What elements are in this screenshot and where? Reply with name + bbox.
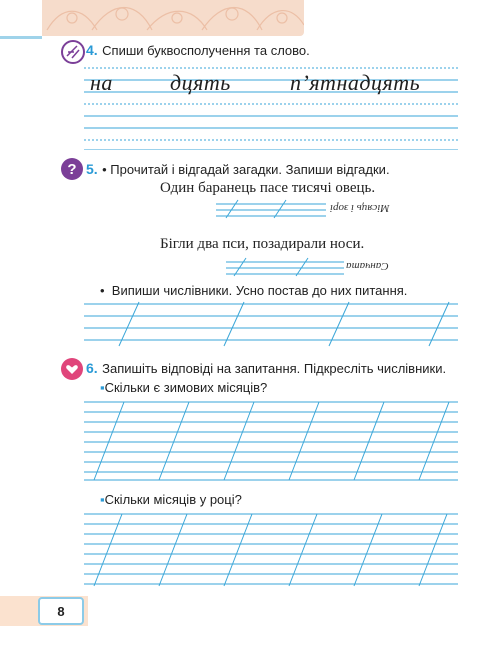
subtask-text: Випиши числівники. Усно постав до них питання. [111,283,408,298]
cursive-word-1: на [90,70,113,95]
task-5-subtask [100,283,407,298]
question-1 [100,380,267,395]
task-number: 5. [86,161,98,177]
task-5-heading [86,161,390,179]
task-instruction: • Прочитай і відгадай загадки. Запиши відгадки. [102,162,390,177]
riddle-2: Бігли два пси, позадирали носи. [160,236,365,252]
riddle-1-answer-line [216,198,326,220]
bullet: ▪ [100,492,105,507]
task-number: 6. [86,360,98,376]
bullet: • [100,283,112,298]
riddle-2-answer-line [226,256,344,278]
question-1-writing-lines [84,398,458,482]
task-number: 4. [86,42,98,58]
task-4-heading [86,42,310,60]
header-underline [0,36,42,39]
question-2-text: Скільки місяців у році? [104,492,242,507]
hands-heart-icon [61,358,83,380]
riddle-2-answer: Санчата [346,260,389,272]
riddle-1: Один баранець пасе тисячі овець. [160,180,376,196]
page-number: 8 [38,597,84,625]
header-ornament [42,0,304,36]
task-6-heading [86,360,446,378]
question-icon: ? [61,158,83,180]
task-instruction: Спиши буквосполучення та слово. [102,43,310,58]
question-1-text: Скільки є зимових місяців? [104,380,268,395]
bullet: ▪ [100,380,105,395]
task-instruction: Запишіть відповіді на запитання. Підкресліть числівники. [102,361,447,376]
task-5-writing-lines [84,300,458,350]
riddle-1-answer: Місяць і зорі [330,202,390,214]
pen-writing-icon [61,40,85,64]
question-2 [100,492,242,507]
question-2-writing-lines [84,510,458,588]
cursive-word-3: п’ятнадцять [290,70,421,95]
cursive-word-2: дцять [170,70,231,95]
